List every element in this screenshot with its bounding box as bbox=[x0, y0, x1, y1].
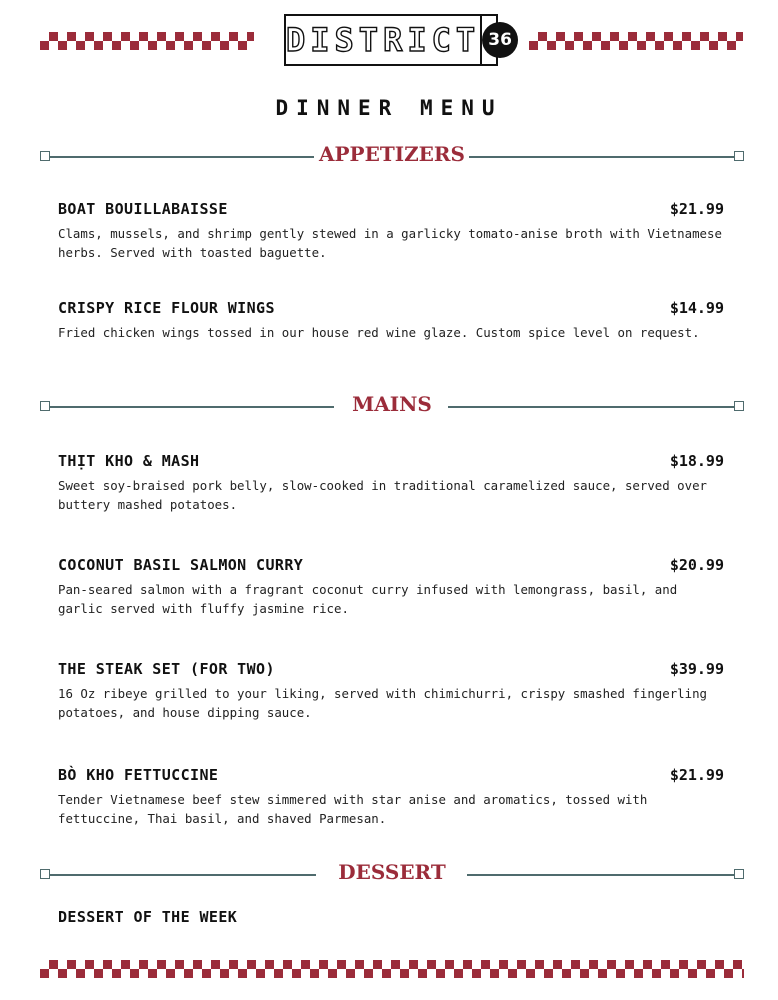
checker-border-top-right bbox=[529, 32, 743, 50]
item-name: THE STEAK SET (FOR TWO) bbox=[58, 660, 275, 678]
item-price: $21.99 bbox=[669, 766, 724, 784]
item-description: Tender Vietnamese beef stew simmered with star anise and aromatics, tossed with fettuccine, Thai basil, and shaved Parmesan. bbox=[58, 792, 648, 826]
brand-name: DISTRICT bbox=[286, 21, 481, 59]
menu-item bbox=[58, 766, 724, 828]
item-description: Sweet soy-braised pork belly, slow-cooked in traditional caramelized sauce, served over buttery mashed potatoes. bbox=[58, 478, 708, 512]
menu-item bbox=[58, 908, 724, 926]
section-header-appetizers bbox=[40, 142, 744, 168]
item-description: Pan-seared salmon with a fragrant coconut curry infused with lemongrass, basil, and garlic served with fluffy jasmine rice. bbox=[58, 582, 678, 616]
brand-logo bbox=[284, 14, 512, 66]
item-description: Clams, mussels, and shrimp gently stewed in a garlicky tomato-anise broth with Vietnamese herbs. Served with toasted baguette. bbox=[58, 226, 722, 260]
brand-number: 36 bbox=[482, 22, 518, 58]
menu-item bbox=[58, 299, 724, 342]
menu-item bbox=[58, 200, 724, 262]
checker-border-bottom bbox=[40, 960, 744, 978]
section-title: DESSERT bbox=[338, 860, 446, 884]
menu-item bbox=[58, 660, 724, 722]
item-name: DESSERT OF THE WEEK bbox=[58, 908, 238, 926]
item-price: $39.99 bbox=[669, 660, 724, 678]
item-description: 16 Oz ribeye grilled to your liking, served with chimichurri, crispy smashed fingerling potatoes, and house dipping sauce. bbox=[58, 686, 708, 720]
menu-title: DINNER MENU bbox=[275, 96, 503, 120]
item-name: BOAT BOUILLABAISSE bbox=[58, 200, 228, 218]
menu-item bbox=[58, 556, 724, 618]
section-header-mains bbox=[40, 392, 744, 418]
item-price: $14.99 bbox=[669, 299, 724, 317]
item-price: $18.99 bbox=[669, 452, 724, 470]
item-name: THỊT KHO & MASH bbox=[58, 452, 200, 470]
section-title: APPETIZERS bbox=[319, 142, 465, 166]
section-title: MAINS bbox=[352, 392, 432, 416]
item-price: $20.99 bbox=[669, 556, 724, 574]
item-name: CRISPY RICE FLOUR WINGS bbox=[58, 299, 275, 317]
menu-item bbox=[58, 452, 724, 514]
item-name: COCONUT BASIL SALMON CURRY bbox=[58, 556, 304, 574]
item-price: $21.99 bbox=[669, 200, 724, 218]
brand-number-badge bbox=[480, 16, 518, 64]
section-header-dessert bbox=[40, 860, 744, 886]
checker-border-top-left bbox=[40, 32, 254, 50]
item-name: BÒ KHO FETTUCCINE bbox=[58, 766, 219, 784]
item-description: Fried chicken wings tossed in our house red wine glaze. Custom spice level on request. bbox=[58, 325, 700, 340]
